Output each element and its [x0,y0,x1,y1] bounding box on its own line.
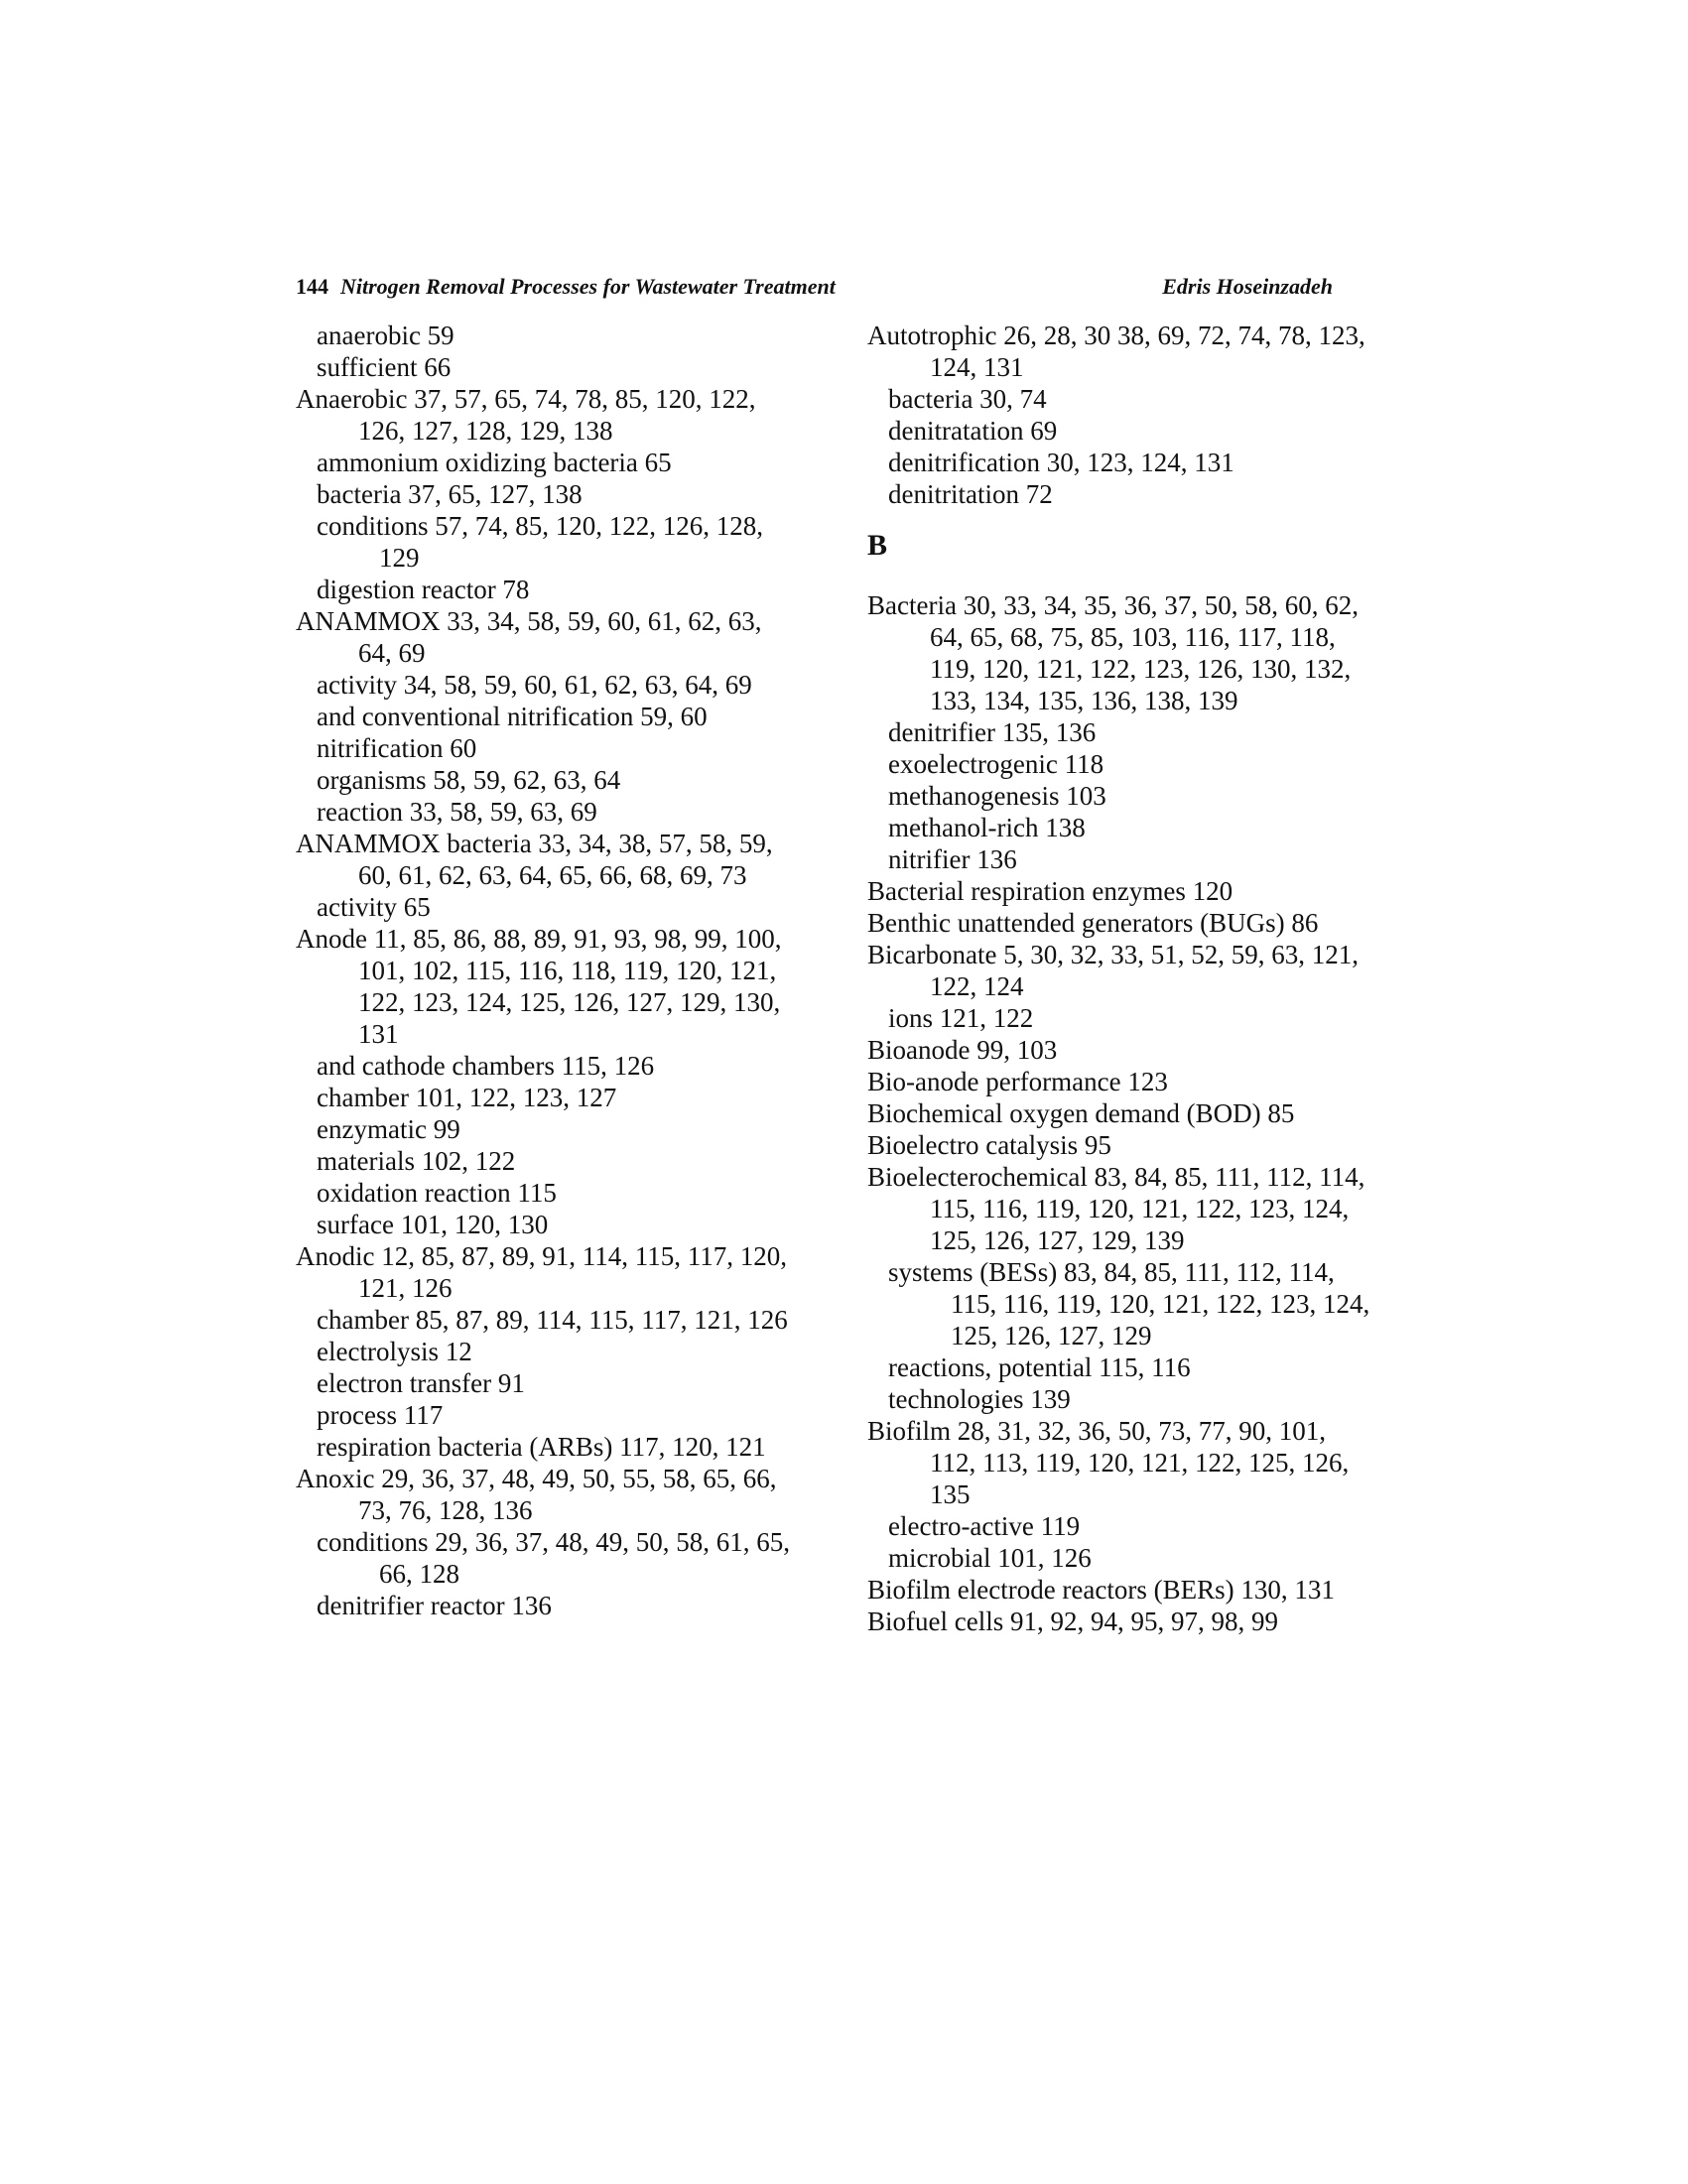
index-subentry [888,716,1403,748]
index-subentry [888,415,1403,447]
entry-text: denitrifier 135, 136 [888,717,1097,747]
entry-text: sufficient 66 [317,352,452,382]
book-title: Nitrogen Removal Processes for Wastewater Treatment [340,274,836,299]
index-subentry [317,1399,822,1431]
entry-text: electron transfer 91 [317,1368,525,1398]
entry-continuation: 112, 113, 119, 120, 121, 122, 125, 126, [930,1448,1350,1477]
index-entry [867,1097,1403,1129]
index-subentry [317,1209,822,1240]
entry-continuation: 125, 126, 127, 129, 139 [930,1225,1185,1255]
entry-continuation: 135 [930,1479,971,1509]
index-entry [867,1161,1403,1256]
entry-continuation: 121, 126 [358,1273,453,1303]
index-subentry [317,1336,822,1367]
index-entries-b [867,589,1403,1637]
index-subentry [317,320,822,351]
entry-text: systems (BESs) 83, 84, 85, 111, 112, 114, [888,1257,1335,1287]
entry-text: chamber 101, 122, 123, 127 [317,1083,617,1112]
entry-text: denitrification 30, 123, 124, 131 [888,448,1234,477]
entry-continuation: 64, 69 [358,638,426,668]
index-entries-a [867,320,1403,510]
index-subentry [888,748,1403,780]
entry-continuation: 101, 102, 115, 116, 118, 119, 120, 121, [358,956,777,985]
entry-text: Bioanode 99, 103 [867,1035,1058,1065]
index-subentry [317,1113,822,1145]
entry-text: Anodic 12, 85, 87, 89, 91, 114, 115, 117, 120, [296,1241,787,1271]
entry-text: bacteria 30, 74 [888,384,1047,414]
index-entry [296,605,822,669]
entry-text: Benthic unattended generators (BUGs) 86 [867,908,1319,938]
index-subentry [317,1431,822,1463]
entry-text: denitratation 69 [888,416,1058,446]
index-column-left [296,320,822,1621]
entry-text: Autotrophic 26, 28, 30 38, 69, 72, 74, 78, 123, [867,321,1365,350]
index-column-right [867,320,1403,1637]
entry-text: conditions 57, 74, 85, 120, 122, 126, 128, [317,511,763,541]
index-subentry [888,1002,1403,1034]
entry-text: ammonium oxidizing bacteria 65 [317,448,672,477]
entry-text: nitrification 60 [317,733,477,763]
entry-text: reaction 33, 58, 59, 63, 69 [317,797,597,827]
entry-continuation: 119, 120, 121, 122, 123, 126, 130, 132, [930,654,1352,684]
index-subentry [317,1082,822,1113]
index-entry [867,589,1403,716]
entry-continuation: 73, 76, 128, 136 [358,1495,533,1525]
index-entry [867,1034,1403,1066]
entry-text: surface 101, 120, 130 [317,1210,549,1239]
entry-continuation: 125, 126, 127, 129 [951,1321,1152,1350]
entry-text: methanogenesis 103 [888,781,1106,811]
index-subentry [317,447,822,478]
entry-text: Bioelectro catalysis 95 [867,1130,1111,1160]
entry-continuation: 122, 123, 124, 125, 126, 127, 129, 130, [358,987,781,1017]
index-subentry [888,1542,1403,1574]
entry-text: ANAMMOX bacteria 33, 34, 38, 57, 58, 59, [296,829,773,858]
index-subentry [888,1383,1403,1415]
index-subentry [317,732,822,764]
entry-text: organisms 58, 59, 62, 63, 64 [317,765,621,795]
entry-continuation: 133, 134, 135, 136, 138, 139 [930,686,1238,715]
running-header [296,270,1333,304]
index-subentry [888,1351,1403,1383]
entry-continuation: 115, 116, 119, 120, 121, 122, 123, 124, [951,1289,1370,1319]
index-subentry [317,1304,822,1336]
entry-text: Biofilm 28, 31, 32, 36, 50, 73, 77, 90, 101, [867,1416,1327,1446]
entry-continuation: 115, 116, 119, 120, 121, 122, 123, 124, [930,1194,1350,1223]
index-subentry [317,510,822,574]
index-subentry [317,1590,822,1621]
section-letter: B [867,529,888,562]
entry-text: Anaerobic 37, 57, 65, 74, 78, 85, 120, 122, [296,384,756,414]
index-entry [296,383,822,447]
entry-text: Bicarbonate 5, 30, 32, 33, 51, 52, 59, 63, 121, [867,940,1359,969]
index-subentry [888,843,1403,875]
index-subentry [888,1510,1403,1542]
index-subentry [317,1145,822,1177]
index-entry [867,320,1403,383]
index-entry [296,923,822,1050]
entry-text: Bioelecterochemical 83, 84, 85, 111, 112, 114, [867,1162,1365,1192]
index-subentry [317,701,822,732]
index-subentry [317,796,822,828]
index-entry [867,1574,1403,1606]
entry-text: Anoxic 29, 36, 37, 48, 49, 50, 55, 58, 65, 66, [296,1464,777,1493]
entry-text: methanol-rich 138 [888,813,1086,842]
index-entry [867,939,1403,1002]
index-subentry [317,669,822,701]
entry-text: oxidation reaction 115 [317,1178,557,1208]
entry-text: Biofuel cells 91, 92, 94, 95, 97, 98, 99 [867,1606,1278,1636]
entry-text: conditions 29, 36, 37, 48, 49, 50, 58, 61, 65, [317,1527,790,1557]
entry-text: Bacteria 30, 33, 34, 35, 36, 37, 50, 58, 60, 62, [867,590,1359,620]
entry-text: activity 65 [317,892,431,922]
entry-continuation: 129 [379,543,420,573]
page-number: 144 [296,274,328,299]
index-entry [867,1415,1403,1510]
index-entry [867,1066,1403,1097]
index-subentry [317,1367,822,1399]
entry-text: technologies 139 [888,1384,1071,1414]
entry-text: chamber 85, 87, 89, 114, 115, 117, 121, 126 [317,1305,788,1335]
index-subentry [317,1177,822,1209]
entry-text: denitrifier reactor 136 [317,1591,552,1620]
index-entry [296,828,822,891]
index-subentry [317,891,822,923]
entry-text: activity 34, 58, 59, 60, 61, 62, 63, 64, 69 [317,670,752,700]
entry-text: Biofilm electrode reactors (BERs) 130, 131 [867,1575,1335,1605]
entry-text: digestion reactor 78 [317,575,530,604]
entry-text: microbial 101, 126 [888,1543,1092,1573]
index-entry [867,1129,1403,1161]
entry-text: enzymatic 99 [317,1114,460,1144]
entry-text: Biochemical oxygen demand (BOD) 85 [867,1098,1295,1128]
index-subentry [317,478,822,510]
entry-text: process 117 [317,1400,444,1430]
entry-text: anaerobic 59 [317,321,454,350]
index-entry [296,1463,822,1526]
entry-continuation: 131 [358,1019,399,1049]
index-subentry [888,478,1403,510]
entry-text: reactions, potential 115, 116 [888,1352,1191,1382]
index-subentry [888,383,1403,415]
entry-text: and conventional nitrification 59, 60 [317,702,708,731]
entry-text: Bio-anode performance 123 [867,1067,1168,1096]
entry-text: Bacterial respiration enzymes 120 [867,876,1234,906]
entry-text: ANAMMOX 33, 34, 58, 59, 60, 61, 62, 63, [296,606,762,636]
author-name: Edris Hoseinzadeh [1162,274,1333,299]
entry-text: nitrifier 136 [888,844,1017,874]
index-subentry [888,1256,1403,1351]
entry-text: Anode 11, 85, 86, 88, 89, 91, 93, 98, 99, 100, [296,924,782,954]
entry-continuation: 124, 131 [930,352,1024,382]
index-entry [867,875,1403,907]
entry-text: and cathode chambers 115, 126 [317,1051,655,1081]
index-subentry [888,447,1403,478]
entry-text: ions 121, 122 [888,1003,1034,1033]
index-subentry [317,764,822,796]
index-subentry [317,1050,822,1082]
entry-text: materials 102, 122 [317,1146,516,1176]
entry-text: respiration bacteria (ARBs) 117, 120, 121 [317,1432,766,1462]
entry-text: bacteria 37, 65, 127, 138 [317,479,583,509]
entry-continuation: 66, 128 [379,1559,459,1589]
entry-text: electrolysis 12 [317,1337,472,1366]
index-entry [296,1240,822,1304]
index-subentry [317,351,822,383]
index-entry [867,907,1403,939]
index-subentry [888,812,1403,843]
index-subentry [317,1526,822,1590]
entry-text: electro-active 119 [888,1511,1081,1541]
entry-continuation: 60, 61, 62, 63, 64, 65, 66, 68, 69, 73 [358,860,747,890]
entry-continuation: 64, 65, 68, 75, 85, 103, 116, 117, 118, [930,622,1336,652]
index-subentry [317,574,822,605]
entry-continuation: 122, 124 [930,971,1024,1001]
entry-continuation: 126, 127, 128, 129, 138 [358,416,613,446]
entry-text: exoelectrogenic 118 [888,749,1104,779]
entry-text: denitritation 72 [888,479,1053,509]
index-subentry [888,780,1403,812]
index-entry [867,1606,1403,1637]
